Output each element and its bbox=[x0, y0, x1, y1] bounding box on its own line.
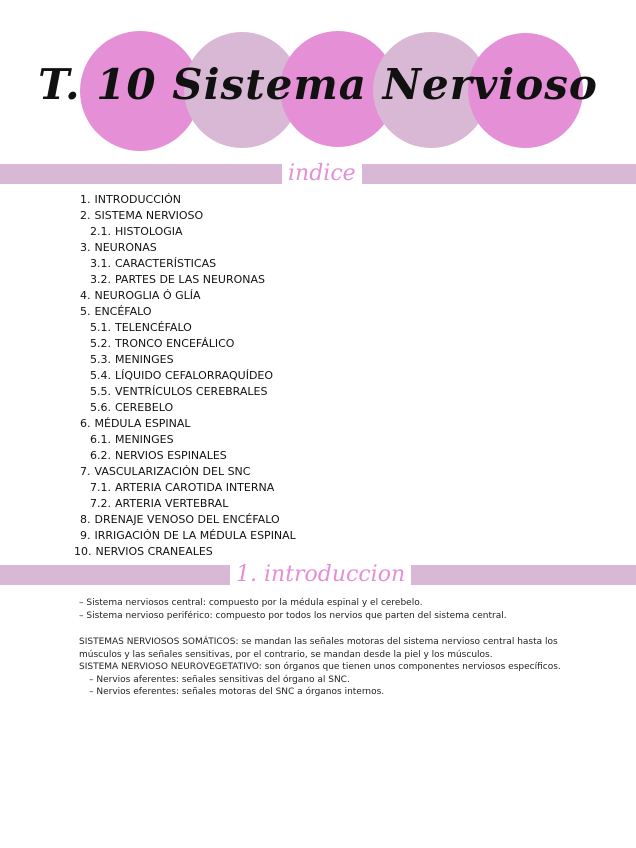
intro-block-2 bbox=[79, 636, 599, 699]
toc-item[interactable]: 7. VASCULARIZACIÓN DEL SNC bbox=[80, 465, 251, 478]
toc-item[interactable]: 5.4. LÍQUIDO CEFALORRAQUÍDEO bbox=[90, 369, 274, 382]
toc-item[interactable]: 8. DRENAJE VENOSO DEL ENCÉFALO bbox=[80, 513, 280, 526]
toc-item[interactable]: 2.1. HISTOLOGIA bbox=[90, 225, 183, 238]
toc-item[interactable]: 4. NEUROGLIA Ó GLÍA bbox=[80, 289, 201, 302]
paragraph: SISTEMA NERVIOSO NEUROVEGETATIVO: son órganos que tienen unos componentes nerviosos específicos. bbox=[79, 662, 561, 672]
toc-item[interactable]: 5.6. CEREBELO bbox=[90, 401, 174, 414]
page-title: T. 10 Sistema Nervioso bbox=[38, 60, 598, 109]
toc-item[interactable]: 5.3. MENINGES bbox=[90, 353, 174, 366]
toc-item[interactable]: 6.1. MENINGES bbox=[90, 433, 174, 446]
toc-item[interactable]: 3.1. CARACTERÍSTICAS bbox=[90, 257, 217, 270]
paragraph: SISTEMAS NERVIOSOS SOMÁTICOS: se mandan las señales motoras del sistema nervioso central hasta los músculos y las señales sensitivas, por el contrario, se mandan desde la piel y los músculos. bbox=[79, 637, 558, 660]
toc-item[interactable]: 10. NERVIOS CRANEALES bbox=[74, 545, 213, 558]
toc-item[interactable]: 7.1. ARTERIA CAROTIDA INTERNA bbox=[90, 481, 275, 494]
toc-item[interactable]: 5. ENCÉFALO bbox=[80, 305, 152, 318]
toc-item[interactable]: 3. NEURONAS bbox=[80, 241, 157, 254]
paragraph: – Nervios aferentes: señales sensitivas del órgano al SNC. bbox=[89, 674, 350, 685]
toc-item[interactable]: 9. IRRIGACIÓN DE LA MÉDULA ESPINAL bbox=[80, 529, 296, 542]
section-title-index: indice bbox=[282, 161, 362, 187]
toc-item[interactable]: 6. MÉDULA ESPINAL bbox=[80, 417, 191, 430]
toc-item[interactable]: 7.2. ARTERIA VERTEBRAL bbox=[90, 497, 229, 510]
title-header bbox=[0, 0, 636, 165]
paragraph: – Sistema nervioso periférico: compuesto por todos los nervios que parten del sistema central. bbox=[79, 610, 507, 621]
section-title-intro: 1. introduccion bbox=[230, 562, 411, 588]
toc-item[interactable]: 2. SISTEMA NERVIOSO bbox=[80, 209, 204, 222]
toc-item[interactable]: 1. INTRODUCCIÓN bbox=[80, 193, 182, 206]
toc-item[interactable]: 5.2. TRONCO ENCEFÁLICO bbox=[90, 337, 235, 350]
toc-item[interactable]: 5.1. TELENCÉFALO bbox=[90, 321, 192, 334]
toc-item[interactable]: 3.2. PARTES DE LAS NEURONAS bbox=[90, 273, 266, 286]
intro-block-1 bbox=[79, 597, 599, 622]
toc-item[interactable]: 5.5. VENTRÍCULOS CEREBRALES bbox=[90, 385, 268, 398]
toc-item[interactable]: 6.2. NERVIOS ESPINALES bbox=[90, 449, 227, 462]
paragraph: – Sistema nerviosos central: compuesto por la médula espinal y el cerebelo. bbox=[79, 598, 423, 608]
paragraph: – Nervios eferentes: señales motoras del SNC a órganos internos. bbox=[89, 687, 385, 697]
